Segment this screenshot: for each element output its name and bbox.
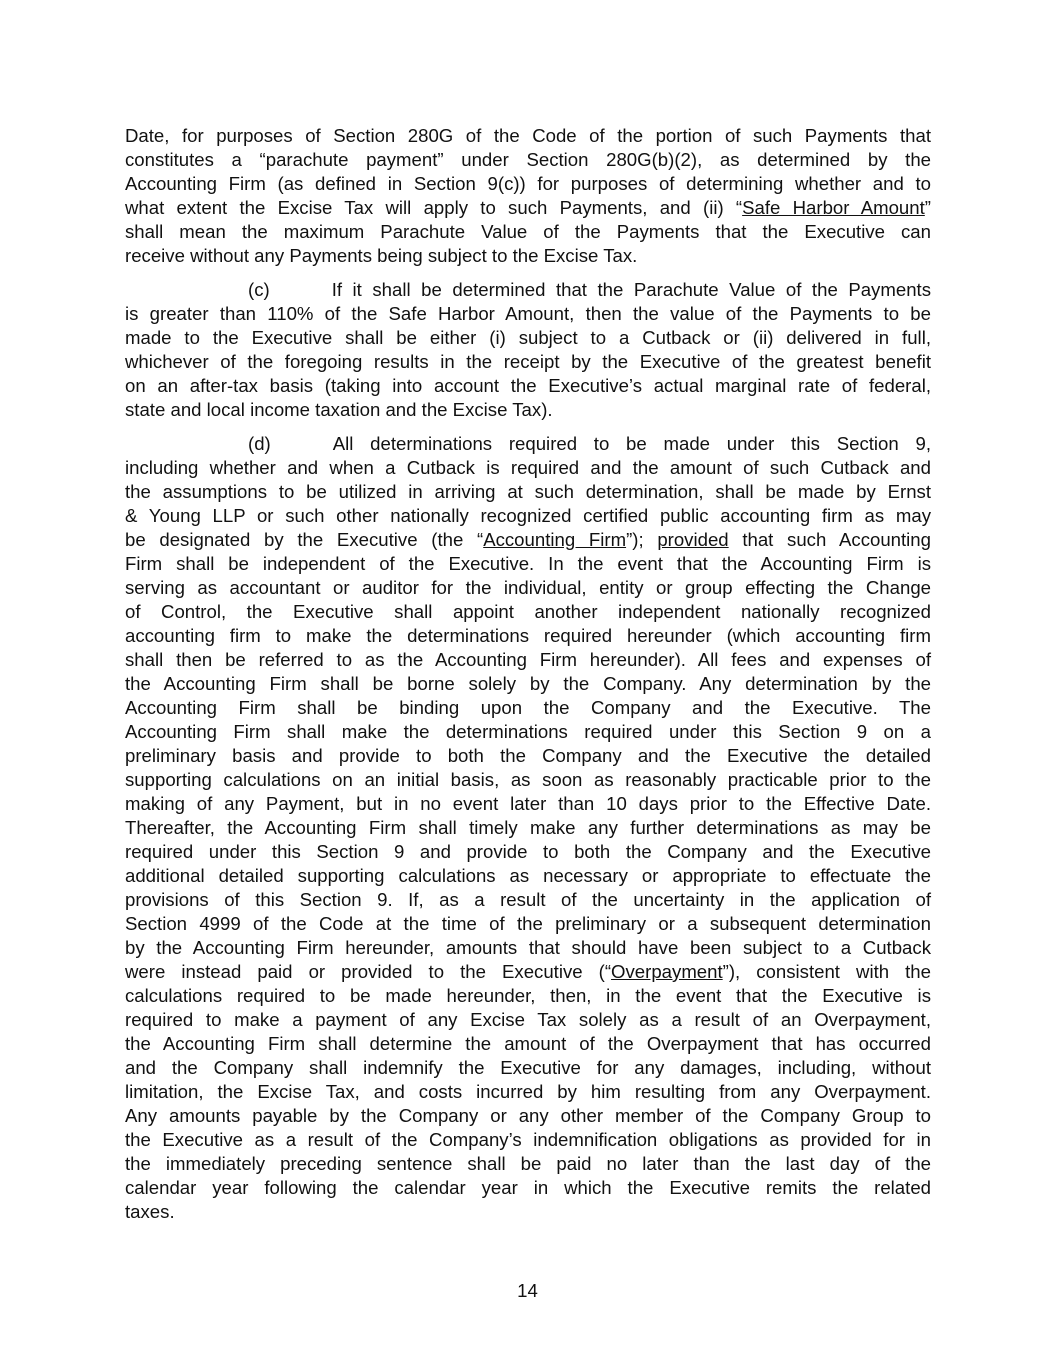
- text-run: made to the Executive shall be either (i) subject to a Cutback or (ii) delivered in full,: [125, 327, 931, 348]
- text-run: receive without any Payments being subject to the Excise Tax.: [125, 245, 638, 266]
- text-run: were instead paid or provided to the Executive (“: [125, 961, 612, 982]
- text-line: [125, 624, 931, 648]
- text-run: of Control, the Executive shall appoint another independent nationally recognized: [125, 601, 931, 622]
- defined-term: Overpayment: [611, 961, 723, 982]
- page-number: 14: [517, 1280, 538, 1301]
- text-line: [125, 326, 931, 350]
- text-run: shall then be referred to as the Accounting Firm hereunder). All fees and expenses of: [125, 649, 931, 670]
- paragraph-p1: [125, 124, 931, 268]
- text-run: supporting calculations on an initial basis, as soon as reasonably practicable prior to the: [125, 769, 931, 790]
- text-line: [125, 196, 931, 220]
- text-line: [125, 792, 931, 816]
- text-line: [125, 398, 931, 422]
- document-page: [125, 124, 931, 1224]
- text-line: [125, 768, 931, 792]
- text-run: accounting firm to make the determinations required hereunder (which accounting firm: [125, 625, 931, 646]
- paragraph-gap: [125, 422, 931, 432]
- text-run: ”);: [626, 529, 658, 550]
- text-line: [125, 576, 931, 600]
- text-run: Accounting Firm shall make the determinations required under this Section 9 on a: [125, 721, 931, 742]
- text-run: serving as accountant or auditor for the individual, entity or group effecting the Change: [125, 577, 931, 598]
- text-run: Accounting Firm (as defined in Section 9(c)) for purposes of determining whether and to: [125, 173, 931, 194]
- text-run: Accounting Firm shall be binding upon the Company and the Executive. The: [125, 697, 931, 718]
- text-run: Section 4999 of the Code at the time of the preliminary or a subsequent determination: [125, 913, 931, 934]
- text-run: shall mean the maximum Parachute Value of the Payments that the Executive can: [125, 221, 931, 242]
- text-run: what extent the Excise Tax will apply to such Payments, and (ii) “: [125, 197, 743, 218]
- text-run: ”: [924, 197, 931, 218]
- text-line: [125, 744, 931, 768]
- text-line: [125, 374, 931, 398]
- text-run: whichever of the foregoing results in the receipt by the Executive of the greatest benefit: [125, 351, 931, 372]
- paragraph-p2: [125, 278, 931, 422]
- text-line: [125, 432, 931, 456]
- text-line: [125, 720, 931, 744]
- text-line: [125, 696, 931, 720]
- text-line: [125, 1056, 931, 1080]
- text-run: preliminary basis and provide to both the Company and the Executive the detailed: [125, 745, 931, 766]
- text-line: [125, 302, 931, 326]
- text-line: [125, 1128, 931, 1152]
- text-run: the Executive as a result of the Company’s indemnification obligations as provided for in: [125, 1129, 931, 1150]
- text-line: [125, 1080, 931, 1104]
- text-run: and the Company shall indemnify the Executive for any damages, including, without: [125, 1057, 931, 1078]
- text-line: [125, 504, 931, 528]
- text-run: constitutes a “parachute payment” under Section 280G(b)(2), as determined by the: [125, 149, 931, 170]
- text-line: [125, 124, 931, 148]
- text-run: on an after-tax basis (taking into account the Executive’s actual marginal rate of federal,: [125, 375, 931, 396]
- defined-term: Safe Harbor Amount: [742, 197, 925, 218]
- text-line: [125, 1152, 931, 1176]
- text-run: & Young LLP or such other nationally recognized certified public accounting firm as may: [125, 505, 931, 526]
- text-run: making of any Payment, but in no event later than 10 days prior to the Effective Date.: [125, 793, 931, 814]
- text-run: is greater than 110% of the Safe Harbor Amount, then the value of the Payments to be: [125, 303, 931, 324]
- text-line: [125, 912, 931, 936]
- text-run: the Accounting Firm shall be borne solely by the Company. Any determination by the: [125, 673, 931, 694]
- text-line: [125, 456, 931, 480]
- text-line: [125, 1008, 931, 1032]
- text-run: the assumptions to be utilized in arriving at such determination, shall be made by Ernst: [125, 481, 931, 502]
- text-run: by the Accounting Firm hereunder, amounts that should have been subject to a Cutback: [125, 937, 931, 958]
- text-run: Date, for purposes of Section 280G of the Code of the portion of such Payments that: [125, 125, 931, 146]
- paragraph-gap: [125, 268, 931, 278]
- defined-term: Accounting Firm: [483, 529, 627, 550]
- text-line: [125, 1032, 931, 1056]
- text-line: [125, 816, 931, 840]
- text-run: that such Accounting: [728, 529, 931, 550]
- text-line: [125, 1176, 931, 1200]
- text-run: the immediately preceding sentence shall be paid no later than the last day of the: [125, 1153, 931, 1174]
- text-run: taxes.: [125, 1201, 175, 1222]
- text-run: limitation, the Excise Tax, and costs incurred by him resulting from any Overpayment.: [125, 1081, 931, 1102]
- paragraph-p3: [125, 432, 931, 1224]
- text-run: If it shall be determined that the Parachute Value of the Payments: [331, 279, 931, 300]
- text-run: the Accounting Firm shall determine the amount of the Overpayment that has occurred: [125, 1033, 931, 1054]
- text-run: calendar year following the calendar year in which the Executive remits the related: [125, 1177, 931, 1198]
- text-run: additional detailed supporting calculations as necessary or appropriate to effectuate the: [125, 865, 931, 886]
- text-line: [125, 278, 931, 302]
- text-line: [125, 984, 931, 1008]
- text-run: provisions of this Section 9. If, as a result of the uncertainty in the application of: [125, 889, 931, 910]
- text-line: [125, 552, 931, 576]
- text-line: [125, 648, 931, 672]
- text-line: [125, 864, 931, 888]
- text-run: be designated by the Executive (the “: [125, 529, 484, 550]
- text-run: state and local income taxation and the Excise Tax).: [125, 399, 553, 420]
- text-run: Any amounts payable by the Company or any other member of the Company Group to: [125, 1105, 931, 1126]
- text-line: [125, 220, 931, 244]
- text-run: All determinations required to be made under this Section 9,: [332, 433, 931, 454]
- text-line: [125, 600, 931, 624]
- defined-term: provided: [657, 529, 729, 550]
- text-line: [125, 244, 931, 268]
- text-line: [125, 148, 931, 172]
- text-line: [125, 672, 931, 696]
- text-run: ”), consistent with the: [722, 961, 931, 982]
- text-line: [125, 960, 931, 984]
- section-label: (c): [248, 279, 270, 300]
- text-run: required to make a payment of any Excise Tax solely as a result of an Overpayment,: [125, 1009, 931, 1030]
- text-line: [125, 172, 931, 196]
- section-label: (d): [248, 433, 271, 454]
- text-line: [125, 936, 931, 960]
- text-line: [125, 1200, 931, 1224]
- text-line: [125, 888, 931, 912]
- text-run: required under this Section 9 and provide to both the Company and the Executive: [125, 841, 931, 862]
- text-run: Thereafter, the Accounting Firm shall timely make any further determinations as may be: [125, 817, 931, 838]
- text-run: Firm shall be independent of the Executive. In the event that the Accounting Firm is: [125, 553, 931, 574]
- text-run: calculations required to be made hereunder, then, in the event that the Executive is: [125, 985, 931, 1006]
- text-run: including whether and when a Cutback is required and the amount of such Cutback and: [125, 457, 931, 478]
- text-line: [125, 350, 931, 374]
- text-line: [125, 528, 931, 552]
- text-line: [125, 840, 931, 864]
- text-line: [125, 1104, 931, 1128]
- text-line: [125, 480, 931, 504]
